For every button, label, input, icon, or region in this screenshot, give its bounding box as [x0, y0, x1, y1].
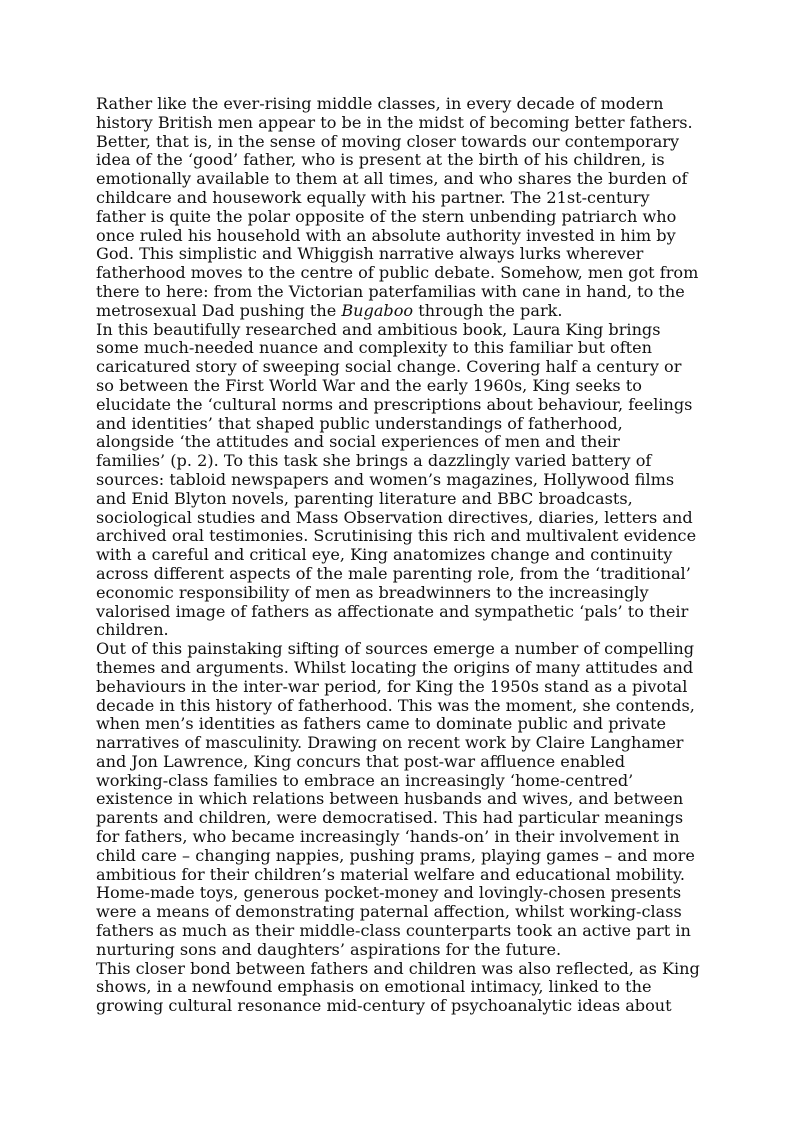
document-body: [96, 95, 708, 1016]
text-line: archived oral testimonies. Scrutinising this rich and multivalent evidence: [96, 526, 697, 546]
text-line: working-class families to embrace an increasingly ‘home-centred’: [96, 770, 634, 790]
italic-title: Bugaboo: [341, 300, 414, 320]
text-line: once ruled his household with an absolute authority invested in him by: [96, 225, 676, 245]
text-line: families’ (p. 2). To this task she brings a dazzlingly varied battery of: [96, 451, 652, 471]
text-line: Out of this painstaking sifting of sources emerge a number of compelling: [96, 639, 695, 659]
text-line: and Jon Lawrence, King concurs that post-war affluence enabled: [96, 751, 626, 771]
text-line: [96, 302, 708, 321]
text-line: emotionally available to them at all times, and who shares the burden of: [96, 169, 688, 189]
paragraph-4: [96, 960, 708, 1016]
text-line: elucidate the ‘cultural norms and prescriptions about behaviour, feelings: [96, 394, 693, 414]
text-line: ambitious for their children’s material welfare and educational mobility.: [96, 864, 685, 884]
text-line: across different aspects of the male parenting role, from the ‘traditional’: [96, 563, 691, 583]
text-line: growing cultural resonance mid-century of psychoanalytic ideas about: [96, 996, 672, 1016]
text-line: fathers as much as their middle-class counterparts took an active part in: [96, 921, 691, 941]
text-line: narratives of masculinity. Drawing on recent work by Claire Langhamer: [96, 733, 684, 753]
text-line: sources: tabloid newspapers and women’s magazines, Hollywood films: [96, 469, 675, 489]
text-line: Home-made toys, generous pocket-money and lovingly-chosen presents: [96, 883, 682, 903]
paragraph-1: [96, 95, 708, 321]
text-line: and Enid Blyton novels, parenting literature and BBC broadcasts,: [96, 488, 633, 508]
text-line: Rather like the ever-rising middle classes, in every decade of modern: [96, 94, 664, 113]
text-line: This closer bond between fathers and children was also reflected, as King: [96, 958, 700, 978]
text-line: nurturing sons and daughters’ aspirations for the future.: [96, 939, 562, 959]
text-line: parents and children, were democratised. This had particular meanings: [96, 808, 684, 828]
text-segment: metrosexual Dad pushing the: [96, 300, 342, 320]
paragraph-3: [96, 640, 708, 960]
text-line: sociological studies and Mass Observation directives, diaries, letters and: [96, 507, 693, 527]
text-line: themes and arguments. Whilst locating the origins of many attitudes and: [96, 657, 694, 677]
text-line: God. This simplistic and Whiggish narrative always lurks wherever: [96, 244, 644, 264]
text-line: some much-needed nuance and complexity to this familiar but often: [96, 338, 653, 358]
paragraph-2: [96, 321, 708, 641]
text-line: behaviours in the inter-war period, for King the 1950s stand as a pivotal: [96, 676, 688, 696]
text-line: children.: [96, 620, 169, 640]
text-line: when men’s identities as fathers came to dominate public and private: [96, 714, 667, 734]
text-line: with a careful and critical eye, King anatomizes change and continuity: [96, 545, 673, 565]
text-line: there to here: from the Victorian paterfamilias with cane in hand, to the: [96, 281, 685, 301]
text-segment: through the park.: [413, 300, 563, 320]
text-line: so between the First World War and the early 1960s, King seeks to: [96, 375, 642, 395]
text-line: economic responsibility of men as breadwinners to the increasingly: [96, 582, 649, 602]
text-line: were a means of demonstrating paternal affection, whilst working-class: [96, 902, 682, 922]
text-line: child care – changing nappies, pushing prams, playing games – and more: [96, 845, 695, 865]
text-line: Better, that is, in the sense of moving closer towards our contemporary: [96, 131, 680, 151]
text-line: history British men appear to be in the midst of becoming better fathers.: [96, 112, 693, 132]
text-line: alongside ‘the attitudes and social experiences of men and their: [96, 432, 620, 452]
text-line: existence in which relations between husbands and wives, and between: [96, 789, 684, 809]
text-line: valorised image of fathers as affectionate and sympathetic ‘pals’ to their: [96, 601, 689, 621]
text-line: idea of the ‘good’ father, who is present at the birth of his children, is: [96, 150, 665, 170]
text-line: father is quite the polar opposite of the stern unbending patriarch who: [96, 206, 677, 226]
text-line: fatherhood moves to the centre of public debate. Somehow, men got from: [96, 263, 699, 283]
text-line: decade in this history of fatherhood. This was the moment, she contends,: [96, 695, 695, 715]
text-line: and identities’ that shaped public understandings of fatherhood,: [96, 413, 623, 433]
text-line: shows, in a newfound emphasis on emotional intimacy, linked to the: [96, 977, 652, 997]
text-line: for fathers, who became increasingly ‘hands-on’ in their involvement in: [96, 827, 680, 847]
text-line: childcare and housework equally with his partner. The 21st-century: [96, 187, 650, 207]
text-line: In this beautifully researched and ambitious book, Laura King brings: [96, 319, 661, 339]
text-line: caricatured story of sweeping social change. Covering half a century or: [96, 357, 682, 377]
